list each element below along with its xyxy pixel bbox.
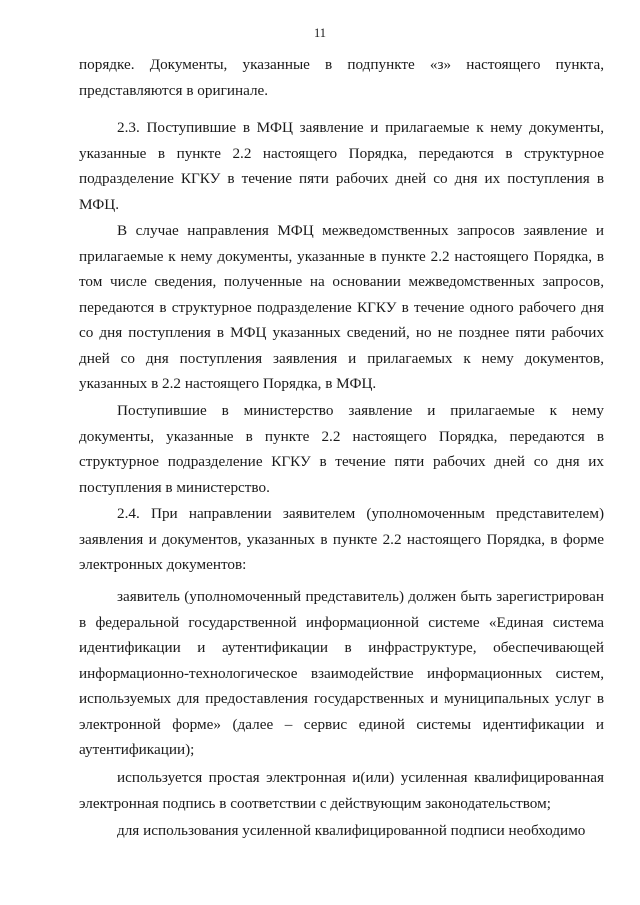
paragraph-continuation: порядке. Документы, указанные в подпункте «з» настоящего пункта, представляются в оригинале.	[79, 56, 604, 99]
paragraph-qualified-signature: для использования усиленной квалифицированной подписи необходимо	[117, 822, 586, 839]
paragraph-applicant-registration: заявитель (уполномоченный представитель) должен быть зарегистрирован в федеральной государственной информационной системе «Единая система идентификации и аутентификации в инфраструктуре, обеспечивающей информационно-технологическое взаимодействие информационных систем, используемых для предоставления государственных и муниципальных услуг в электронной форме» (далее – сервис единой системы идентификации и аутентификации);	[79, 588, 604, 758]
paragraph-ministry: Поступившие в министерство заявление и прилагаемые к нему документы, указанные в пункте 2.2 настоящего Порядка, передаются в структурное подразделение КГКУ в течение пяти рабочих дней со дня их поступления в министерство.	[79, 402, 604, 496]
page-number: 11	[313, 26, 327, 40]
paragraph-electronic-signature: используется простая электронная и(или) усиленная квалифицированная электронная подпись в соответствии с действующим законодательством;	[79, 769, 604, 812]
paragraph-mfc-requests: В случае направления МФЦ межведомственных запросов заявление и прилагаемые к нему документы, указанные в пункте 2.2 настоящего Порядка, в том числе сведения, полученные на основании межведомственных запросов, передаются в структурное подразделение КГКУ в течение одного рабочего дня со дня поступления в МФЦ указанных сведений, но не позднее пяти рабочих дней со дня поступления заявления и прилагаемых к нему документов, указанных в 2.2 настоящего Порядка, в МФЦ.	[79, 222, 604, 392]
paragraph-2-4: 2.4. При направлении заявителем (уполномоченным представителем) заявления и документов, указанных в пункте 2.2 настоящего Порядка, в форме электронных документов:	[79, 505, 604, 573]
paragraph-2-3: 2.3. Поступившие в МФЦ заявление и прилагаемые к нему документы, указанные в пункте 2.2 настоящего Порядка, передаются в структурное подразделение КГКУ в течение пяти рабочих дней со дня их поступления в МФЦ.	[79, 119, 604, 213]
